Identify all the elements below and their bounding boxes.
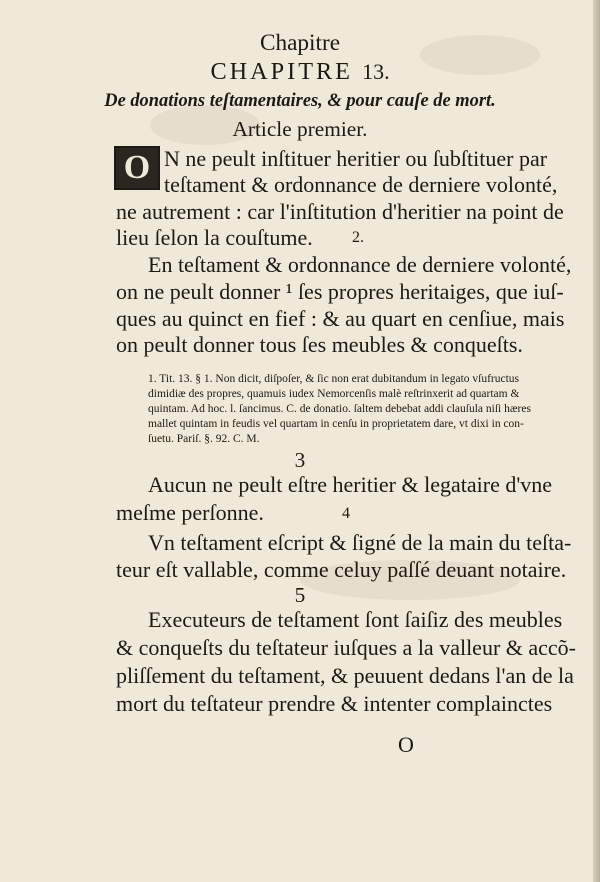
article1-line: ne autrement : car l'inſtitution d'heritier na point de [116, 199, 564, 224]
article-number: 3 [294, 448, 306, 472]
article2-line: En teſtament & ordonnance de derniere volonté, [148, 252, 572, 277]
chapter-subtitle: De donations teſtamentaires, & pour cauſe de mort. [104, 90, 496, 110]
signature-mark: O [398, 732, 414, 757]
article5-line: pliſſement du teſtament, & peuuent dedans l'an de la [116, 663, 574, 688]
note-line: ſuetu. Pariſ. §. 92. C. M. [148, 433, 260, 445]
chapter-label: CHAPITRE [210, 58, 353, 85]
article2-line: on ne peult donner ¹ ſes propres heritaiges, que iuſ- [116, 279, 564, 304]
running-head: Chapitre [259, 30, 341, 56]
article2-line: ques au quinct en fief : & au quart en cenſiue, mais [116, 306, 565, 331]
article4-line: teur eſt vallable, comme celuy paſſé deuant notaire. [116, 557, 567, 582]
margin-reference: 2. [352, 229, 364, 246]
page-edge [593, 0, 600, 882]
article5-line: mort du teſtateur prendre & intenter complainctes [116, 691, 553, 716]
article3-line: Aucun ne peult eſtre heritier & legataire d'vne [148, 472, 553, 497]
article1-line: lieu ſelon la couſtume. [116, 225, 313, 250]
chapter-title [0, 58, 600, 86]
article2-line: on peult donner tous ſes meubles & conqueſts. [116, 332, 523, 357]
article5-line: Executeurs de teſtament ſont ſaiſiz des meubles [148, 607, 563, 632]
chapter-number: 13. [362, 59, 390, 84]
article-heading: Article premier. [232, 117, 368, 141]
article5-line: & conqueſts du teſtateur iuſques a la valleur & accõ- [116, 635, 577, 660]
decorated-initial: O [114, 146, 160, 190]
article-number: 5 [294, 583, 306, 607]
article3-line: meſme perſonne. [116, 500, 264, 525]
note-line: quintam. Ad hoc. l. ſancimus. C. de donatio. ſaltem debebat addi clauſula niſi hæres [148, 403, 531, 415]
note-line: mallet quintam in feudis vel quartam in cenſu in proprietatem dare, vt dixi in con- [148, 418, 524, 430]
article1-line: N ne peult inſtituer heritier ou ſubſtituer par [164, 146, 548, 171]
article1-line: teſtament & ordonnance de derniere volonté, [164, 172, 558, 197]
margin-reference: 4 [342, 505, 350, 522]
note-line: 1. Tit. 13. § 1. Non dicit, diſpoſer, & ſic non erat dubitandum in legato vſufructus [148, 373, 520, 385]
note-line: dimidiæ des propres, quamuis iudex Nemorcenſis malè reſtrinxerit ad quartam & [148, 388, 520, 400]
article4-line: Vn teſtament eſcript & ſigné de la main du teſta- [148, 530, 572, 555]
